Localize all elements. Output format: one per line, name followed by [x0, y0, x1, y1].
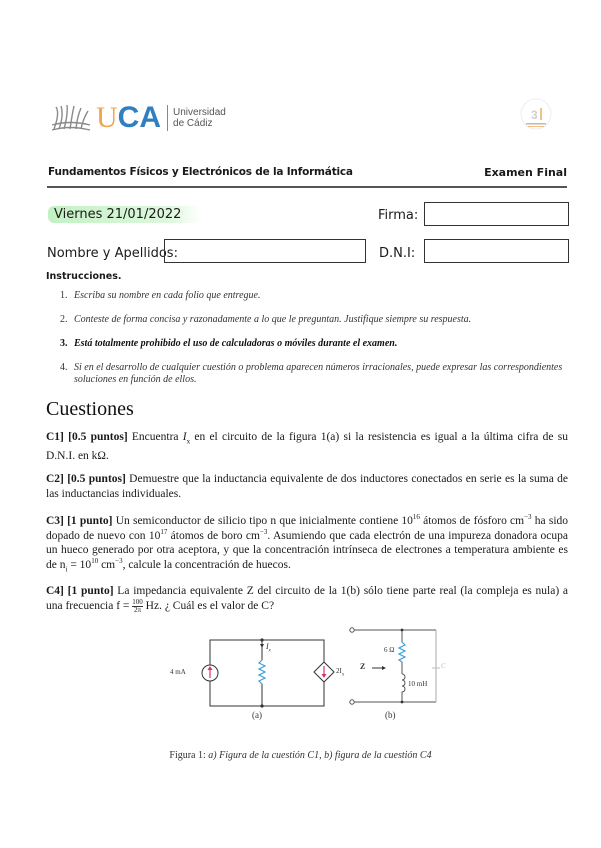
exam-date: Viernes 21/01/2022 [48, 206, 201, 223]
uca-emblem-icon [50, 103, 92, 133]
question-c3: C3] [1 punto] Un semiconductor de silicio tipo n que inicialmente contiene $10^{16}$ átomos de fósforo $cm^{-3}$ ha sido dopado de nuevo con $10^{17}$ átomos de boro $cm^{-3}$. Asumiendo que cada electrón de una impureza donadora ocupa un hueco generado por otra aceptora, y que la concentración intrínseca de electrones a temperatura ambiente es de $n_i = 10^{10}$ $cm^{-3}$, calcule la concentración de huecos. [46, 513, 569, 573]
uca-wordmark: UCA [96, 101, 162, 134]
current-label: $I_x$ [266, 642, 271, 654]
capacitor-label: C [441, 662, 446, 670]
question-c4: C4] [1 punto] La impedancia equivalente Z del circuito de la 1(b) sólo tiene parte real (la compleja es nula) a una frecuencia f = $\frac{100}{2\pi}$ Hz. ¿ Cuál es el valor de C? [46, 585, 569, 614]
question-c2: C2] [0.5 puntos] Demuestre que la inductancia equivalente de dos inductores conectados en serie es la suma de las inductancias individuales. [46, 473, 568, 500]
impedance-label: Z [360, 662, 366, 671]
svg-text:3: 3 [531, 108, 538, 122]
course-title: Fundamentos Físicos y Electrónicos de la Informática [48, 166, 353, 178]
instruction-item: 3. Está totalmente prohibido el uso de calculadoras o móviles durante el examen. [60, 338, 398, 349]
signature-field[interactable] [424, 202, 569, 226]
university-logo [50, 100, 226, 136]
section-title: Cuestiones [46, 398, 134, 420]
name-label: Nombre y Apellidos: [47, 246, 178, 261]
figure-b-circuit [348, 622, 448, 708]
dependent-source-label: $2I_x$ [336, 667, 345, 678]
name-field[interactable] [164, 239, 366, 263]
instructions-title: Instrucciones. [46, 271, 122, 282]
header-divider [47, 186, 567, 188]
source-label: 4 mA [170, 668, 186, 676]
signature-label: Firma: [378, 208, 419, 223]
figure-a-label: (a) [252, 710, 262, 720]
instruction-item: 4. Si en el desarrollo de cualquier cuestión o problema aparecen números irracionales, puede expresar las correspondientes soluciones en función de ellos. [60, 362, 563, 385]
figure-b-label: (b) [385, 710, 396, 720]
question-c1: C1] [0.5 puntos] Encuentra $I_x$ en el circuito de la figura 1(a) si la resistencia es igual a la última cifra de su D.N.I. en kΩ. [46, 431, 568, 462]
figure-a-circuit [170, 632, 345, 716]
university-name: Universidad de Cádiz [173, 107, 226, 129]
instruction-item: 1. Escriba su nombre en cada folio que entregue. [60, 290, 261, 301]
logo-divider [167, 105, 168, 131]
instructions-list [60, 290, 570, 398]
resistor-label: 6 Ω [384, 646, 395, 654]
esi-school-logo-icon [518, 98, 554, 134]
dni-label: D.N.I: [379, 246, 416, 261]
exam-type: Examen Final [484, 166, 567, 179]
instruction-item: 2. Conteste de forma concisa y razonadamente a lo que le preguntan. Justifique siempre su respuesta. [60, 314, 472, 325]
inductor-label: 10 mH [408, 680, 428, 688]
frequency-fraction: $\frac{100}{2\pi}$ [132, 597, 143, 614]
dni-field[interactable] [424, 239, 569, 263]
figure-caption: Figura 1: a) Figura de la cuestión C1, b) figura de la cuestión C4 [169, 750, 432, 761]
